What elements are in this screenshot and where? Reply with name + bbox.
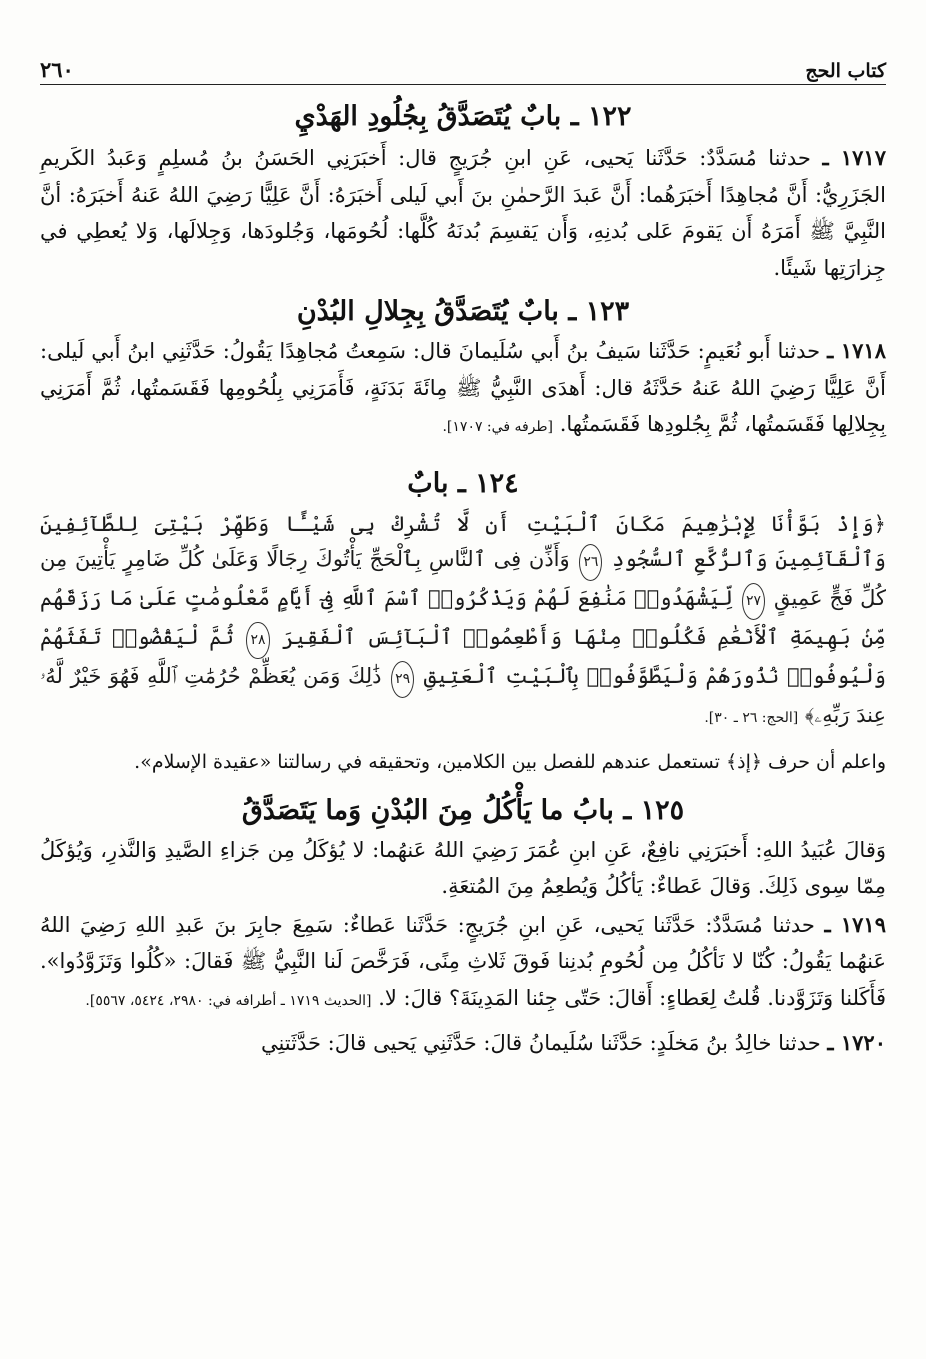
quran-text: ﴿وَإِذْ بَوَّأْنَا لِإِبْرَٰهِيمَ مَكَانَ ٱلْبَيْتِ أَن لَّا تُشْرِكْ بِى شَيْـًٔا وَطَهِّرْ بَيْتِىَ لِلطَّآئِفِينَ وَٱلْقَآئِمِينَ وَٱلرُّكَّعِ ٱلسُّجُودِ — [40, 511, 886, 571]
header-rule — [40, 84, 886, 85]
hadith-number: ١٧٢٠ ـ — [827, 1030, 886, 1056]
commentary: واعلم أن حرف ﴿إذ﴾ تستعمل عندهم للفصل بين الكلامين، وتحقيقه في رسالتنا «عقيدة الإسلام». — [134, 750, 886, 773]
hadith-number: ١٧١٧ ـ — [822, 145, 886, 171]
ayah-marker: ٢٧ — [742, 583, 765, 620]
page-number: ٢٦٠ — [40, 57, 74, 82]
hadith-1720 — [40, 1025, 886, 1062]
chapter-title-125: ١٢٥ ـ بابُ ما يَأْكُلُ مِنَ البُدْنِ وَما يَتَصَدَّقُ — [241, 794, 685, 826]
hadith-number: ١٧١٩ ـ — [824, 911, 886, 937]
ayah-marker: ٢٦ — [579, 544, 602, 581]
quran-passage — [40, 507, 886, 736]
book-page — [40, 48, 886, 1062]
hadith-text: حدثنا مُسَدَّدٌ: حَدَّثَنا يَحيى، عَنِ ابنِ جُرَيجٍ قال: أَخبَرَنِي الحَسَنُ بنُ مُسلِمٍ وَعَبدُ الكَريمِ الجَزَرِيُّ: أَنَّ مُجاهِدًا أَخبَرَهُما: أَنَّ عَبدَ الرَّحمٰنِ بنَ أَبي لَيلى أَخبَرَهُ: أَنَّ عَلِيًّا رَضِيَ اللهُ عَنهُ أَخبَرَهُ: أنَّ النَّبِيَّ ﷺ أَمَرَهُ أَن يَقومَ عَلى بُدنِهِ، وَأَن يَقسِمَ بُدنَهُ كُلَّها: لُحُومَها، وَجُلودَها، وَجِلالَها، وَلا يُعطِي في جِزارَتِها شَيئًا. — [40, 146, 886, 280]
hadith-1719 — [40, 907, 886, 1020]
chapter-title-123: ١٢٣ ـ بابٌ يُتَصَدَّقُ بِجِلالِ البُدْنِ — [296, 296, 630, 328]
quran-reference: [الحج: ٢٦ ـ ٣٠]. — [704, 709, 799, 726]
quran-text: ذَٰلِكَ وَمَن يُعَظِّمْ حُرُمَٰتِ ٱللَّهِ فَهُوَ خَيْرٌ لَّهُۥ عِندَ رَبِّهِۦ﴾ — [40, 663, 886, 727]
chapter-125-intro: وَقالَ عُبَيدُ اللهِ: أَخبَرَنِي نافِعٌ، عَنِ ابنِ عُمَرَ رَضِيَ اللهُ عَنهُما: لا يُؤكَلُ مِن جَزاءِ الصَّيدِ وَالنَّذرِ، وَيُؤكَلُ مِمّا سِوى ذَلِكَ. وَقالَ عَطاءٌ: يَأكُلُ وَيُطعِمُ مِنَ المُتعَةِ. — [40, 837, 886, 899]
running-head — [40, 48, 886, 82]
ayah-marker: ٢٨ — [246, 622, 269, 659]
chapter-title-124: ١٢٤ ـ بابٌ — [407, 467, 519, 499]
hadith-text: حدثنا مُسَدَّدٌ: حَدَّثَنا يَحيى، عَنِ ابنِ جُرَيجٍ: حَدَّثَنا عَطاءٌ: سَمِعَ جابِرَ بنَ عَبدِ اللهِ رَضِيَ اللهُ عَنهُما يَقُولُ: كُنّا لا نَأكُلُ مِن لُحُومِ بُدنِنا فَوقَ ثَلاثِ مِنًى، فَرَخَّصَ لَنا النَّبِيُّ ﷺ فَقالَ: «كُلُوا وَتَزَوَّدُوا». فَأَكَلنا وَتَزَوَّدنا. قُلتُ لِعَطاءٍ: أَقالَ: حَتّى جِئنا المَدِينَةَ؟ قالَ: لا. — [40, 912, 886, 1010]
hadith-number: ١٧١٨ ـ — [827, 338, 886, 364]
quran-text: ثُمَّ لْيَقْضُوا۟ تَفَثَهُمْ وَلْيُوفُوا۟ نُذُورَهُمْ وَلْيَطَّوَّفُوا۟ بِٱلْبَيْتِ ٱلْعَتِيقِ — [40, 624, 886, 688]
hadith-text: حدثنا خالِدُ بنُ مَخلَدٍ: حَدَّثَنا سُلَيمانُ قالَ: حَدَّثَنِي يَحيى قالَ: حَدَّثَتنِي — [260, 1031, 821, 1056]
chapter-title-122: ١٢٢ ـ بابٌ يُتَصَدَّقُ بِجُلُودِ الهَدْيِ — [294, 101, 632, 132]
book-title: كتاب الحج — [805, 60, 886, 82]
hadith-1717 — [40, 140, 886, 286]
ayah-marker: ٢٩ — [391, 661, 414, 698]
quran-text: لِّيَشْهَدُوا۟ مَنَٰفِعَ لَهُمْ وَيَذْكُرُوا۟ ٱسْمَ ٱللَّهِ فِىٓ أَيَّامٍ مَّعْلُومَٰتٍ عَلَىٰ مَا رَزَقَهُم مِّنۢ بَهِيمَةِ ٱلْأَنْعَٰمِ فَكُلُوا۟ مِنْهَا وَأَطْعِمُوا۟ ٱلْبَآئِسَ ٱلْفَقِيرَ — [40, 585, 886, 649]
hadith-text: حدثنا أَبو نُعَيمٍ: حَدَّثَنا سَيفُ بنُ أَبي سُلَيمانَ قال: سَمِعتُ مُجاهِدًا يَقُولُ: حَدَّثَنِي ابنُ أَبي لَيلى: أَنَّ عَلِيًّا رَضِيَ اللهُ عَنهُ حَدَّثَهُ قال: أَهدَى النَّبِيُّ ﷺ مِائَةَ بَدَنَةٍ، فَأَمَرَنِي بِلُحُومِها فَقَسَمتُها، ثُمَّ أَمَرَنِي بِجِلالِها فَقَسَمتُها، ثُمَّ بِجُلودِها فَقَسَمتُها. — [40, 339, 886, 437]
hadith-1718 — [40, 333, 886, 446]
cross-reference-note: [الحديث ١٧١٩ ـ أطرافه في: ٢٩٨٠، ٥٤٢٤، ٥٥٦٧]. — [85, 992, 372, 1009]
cross-reference-note: [طرفه في: ١٧٠٧]. — [442, 419, 553, 436]
quran-text: وَأَذِّن فِى ٱلنَّاسِ بِٱلْحَجِّ يَأْتُوكَ رِجَالًا وَعَلَىٰ كُلِّ ضَامِرٍ يَأْتِينَ مِن كُلِّ فَجٍّ عَمِيقٍ — [40, 546, 886, 610]
